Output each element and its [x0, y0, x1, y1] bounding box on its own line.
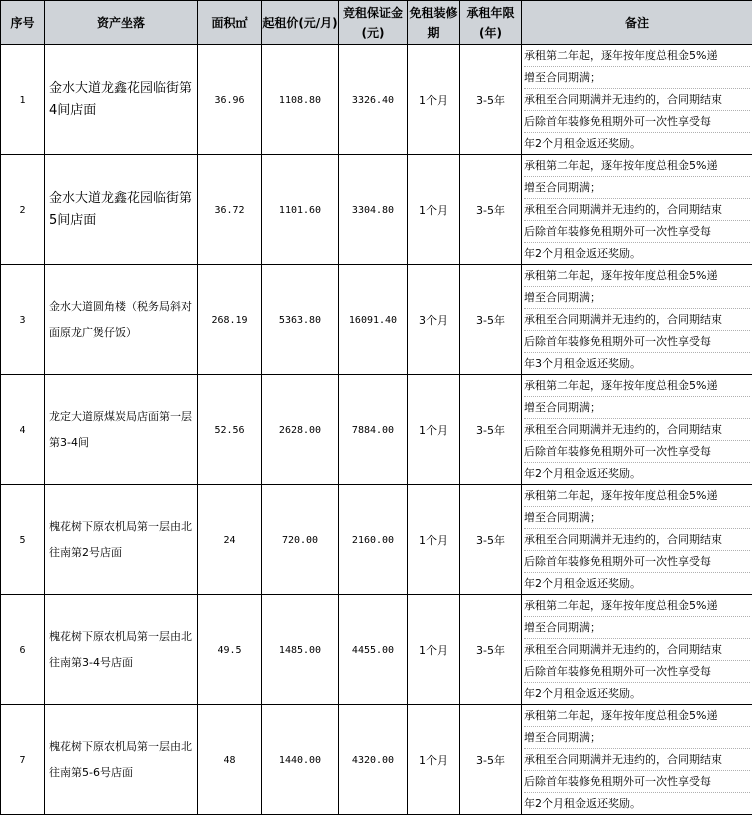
table-row [1, 375, 752, 485]
remark-line: 年2个月租金返还奖励。 [524, 133, 750, 154]
cell-seq [1, 485, 45, 595]
seq-value: 5 [19, 535, 25, 546]
seq-value: 7 [19, 755, 25, 766]
cell-remarks [522, 155, 752, 265]
cell-start-price [262, 265, 339, 375]
area-value: 36.96 [214, 95, 244, 106]
cell-free-period [408, 485, 460, 595]
cell-address [45, 595, 198, 705]
cell-address [45, 155, 198, 265]
cell-start-price [262, 705, 339, 815]
remark-line: 年3个月租金返还奖励。 [524, 353, 750, 374]
address-value: 金水大道圆角楼（税务局斜对面原龙广煲仔饭） [49, 294, 195, 346]
remark-line: 年2个月租金返还奖励。 [524, 243, 750, 264]
term-value: 3-5年 [476, 754, 505, 767]
cell-deposit [339, 155, 408, 265]
start-price-value: 720.00 [282, 535, 318, 546]
cell-remarks [522, 595, 752, 705]
term-value: 3-5年 [476, 94, 505, 107]
cell-deposit [339, 595, 408, 705]
cell-address [45, 45, 198, 155]
term-value: 3-5年 [476, 204, 505, 217]
remark-line: 增至合同期满； [524, 177, 750, 199]
area-value: 49.5 [217, 645, 241, 656]
cell-deposit [339, 705, 408, 815]
remark-line: 增至合同期满； [524, 507, 750, 529]
cell-free-period [408, 375, 460, 485]
cell-term [460, 595, 522, 705]
term-value: 3-5年 [476, 534, 505, 547]
free-period-value: 1个月 [419, 204, 448, 217]
cell-area [198, 45, 262, 155]
cell-remarks [522, 375, 752, 485]
cell-address [45, 265, 198, 375]
area-value: 48 [223, 755, 235, 766]
remark-line: 承租第二年起，逐年按年度总租金5%递 [524, 265, 750, 287]
cell-seq [1, 265, 45, 375]
header-remarks: 备注 [522, 1, 752, 45]
start-price-value: 1440.00 [279, 755, 321, 766]
remark-line: 承租第二年起，逐年按年度总租金5%递 [524, 485, 750, 507]
cell-free-period [408, 265, 460, 375]
start-price-value: 1101.60 [279, 205, 321, 216]
cell-area [198, 485, 262, 595]
remark-line: 年2个月租金返还奖励。 [524, 793, 750, 814]
cell-term [460, 155, 522, 265]
seq-value: 4 [19, 425, 25, 436]
start-price-value: 2628.00 [279, 425, 321, 436]
header-seq: 序号 [1, 1, 45, 45]
remark-line: 增至合同期满； [524, 727, 750, 749]
free-period-value: 1个月 [419, 94, 448, 107]
area-value: 268.19 [211, 315, 247, 326]
cell-seq [1, 375, 45, 485]
deposit-value: 3304.80 [352, 205, 394, 216]
cell-seq [1, 595, 45, 705]
cell-start-price [262, 485, 339, 595]
cell-remarks [522, 485, 752, 595]
cell-free-period [408, 705, 460, 815]
term-value: 3-5年 [476, 644, 505, 657]
cell-seq [1, 45, 45, 155]
cell-remarks [522, 705, 752, 815]
deposit-value: 4455.00 [352, 645, 394, 656]
cell-area [198, 265, 262, 375]
remark-line: 年2个月租金返还奖励。 [524, 683, 750, 704]
remark-line: 承租第二年起，逐年按年度总租金5%递 [524, 155, 750, 177]
table-body [1, 45, 752, 815]
address-value: 槐花树下原农机局第一层由北往南第3-4号店面 [49, 624, 195, 676]
cell-term [460, 45, 522, 155]
area-value: 24 [223, 535, 235, 546]
cell-free-period [408, 595, 460, 705]
remark-line: 后除首年装修免租期外可一次性享受每 [524, 111, 750, 133]
seq-value: 3 [19, 315, 25, 326]
cell-seq [1, 705, 45, 815]
table-row [1, 265, 752, 375]
remark-line: 增至合同期满； [524, 617, 750, 639]
table-row [1, 155, 752, 265]
remark-line: 增至合同期满； [524, 397, 750, 419]
header-area: 面积㎡ [198, 1, 262, 45]
free-period-value: 1个月 [419, 644, 448, 657]
free-period-value: 1个月 [419, 534, 448, 547]
header-start-price: 起租价(元/月) [262, 1, 339, 45]
start-price-value: 1485.00 [279, 645, 321, 656]
remark-line: 承租至合同期满并无违约的，合同期结束 [524, 749, 750, 771]
remark-line: 增至合同期满； [524, 67, 750, 89]
remark-line: 承租至合同期满并无违约的，合同期结束 [524, 639, 750, 661]
table-row [1, 705, 752, 815]
cell-remarks [522, 265, 752, 375]
cell-term [460, 265, 522, 375]
deposit-value: 4320.00 [352, 755, 394, 766]
term-value: 3-5年 [476, 314, 505, 327]
remark-line: 后除首年装修免租期外可一次性享受每 [524, 551, 750, 573]
remark-line: 后除首年装修免租期外可一次性享受每 [524, 661, 750, 683]
cell-area [198, 705, 262, 815]
cell-term [460, 485, 522, 595]
cell-start-price [262, 45, 339, 155]
seq-value: 2 [19, 205, 25, 216]
remark-line: 承租至合同期满并无违约的，合同期结束 [524, 419, 750, 441]
area-value: 36.72 [214, 205, 244, 216]
remark-line: 后除首年装修免租期外可一次性享受每 [524, 771, 750, 793]
cell-remarks [522, 45, 752, 155]
header-deposit: 竞租保证金(元) [339, 1, 408, 45]
cell-area [198, 155, 262, 265]
cell-term [460, 375, 522, 485]
remark-line: 年2个月租金返还奖励。 [524, 573, 750, 594]
cell-start-price [262, 155, 339, 265]
address-value: 槐花树下原农机局第一层由北往南第5-6号店面 [49, 734, 195, 786]
remark-line: 承租至合同期满并无违约的，合同期结束 [524, 529, 750, 551]
cell-area [198, 375, 262, 485]
start-price-value: 5363.80 [279, 315, 321, 326]
cell-deposit [339, 485, 408, 595]
table-row [1, 485, 752, 595]
remark-line: 年2个月租金返还奖励。 [524, 463, 750, 484]
deposit-value: 3326.40 [352, 95, 394, 106]
remark-line: 承租第二年起，逐年按年度总租金5%递 [524, 45, 750, 67]
table-row [1, 595, 752, 705]
table-header-row [1, 1, 752, 45]
seq-value: 6 [19, 645, 25, 656]
remark-line: 承租第二年起，逐年按年度总租金5%递 [524, 595, 750, 617]
remark-line: 后除首年装修免租期外可一次性享受每 [524, 221, 750, 243]
cell-deposit [339, 375, 408, 485]
cell-start-price [262, 375, 339, 485]
header-free-period: 免租装修期 [408, 1, 460, 45]
free-period-value: 1个月 [419, 754, 448, 767]
cell-seq [1, 155, 45, 265]
free-period-value: 3个月 [419, 314, 448, 327]
remark-line: 承租至合同期满并无违约的，合同期结束 [524, 309, 750, 331]
deposit-value: 16091.40 [349, 315, 397, 326]
remark-line: 增至合同期满； [524, 287, 750, 309]
table-row [1, 45, 752, 155]
cell-free-period [408, 155, 460, 265]
cell-address [45, 485, 198, 595]
cell-deposit [339, 265, 408, 375]
term-value: 3-5年 [476, 424, 505, 437]
seq-value: 1 [19, 95, 25, 106]
cell-address [45, 705, 198, 815]
cell-area [198, 595, 262, 705]
header-term: 承租年限(年) [460, 1, 522, 45]
remark-line: 后除首年装修免租期外可一次性享受每 [524, 331, 750, 353]
free-period-value: 1个月 [419, 424, 448, 437]
remark-line: 承租第二年起，逐年按年度总租金5%递 [524, 705, 750, 727]
deposit-value: 7884.00 [352, 425, 394, 436]
address-value: 金水大道龙鑫花园临街第5间店面 [49, 188, 195, 232]
address-value: 金水大道龙鑫花园临街第4间店面 [49, 78, 195, 122]
cell-term [460, 705, 522, 815]
cell-free-period [408, 45, 460, 155]
remark-line: 承租第二年起，逐年按年度总租金5%递 [524, 375, 750, 397]
cell-start-price [262, 595, 339, 705]
start-price-value: 1108.80 [279, 95, 321, 106]
header-address: 资产坐落 [45, 1, 198, 45]
remark-line: 后除首年装修免租期外可一次性享受每 [524, 441, 750, 463]
address-value: 槐花树下原农机局第一层由北往南第2号店面 [49, 514, 195, 566]
address-value: 龙定大道原煤炭局店面第一层 第3-4间 [49, 404, 195, 456]
remark-line: 承租至合同期满并无违约的，合同期结束 [524, 199, 750, 221]
cell-address [45, 375, 198, 485]
area-value: 52.56 [214, 425, 244, 436]
deposit-value: 2160.00 [352, 535, 394, 546]
cell-deposit [339, 45, 408, 155]
remark-line: 承租至合同期满并无违约的，合同期结束 [524, 89, 750, 111]
